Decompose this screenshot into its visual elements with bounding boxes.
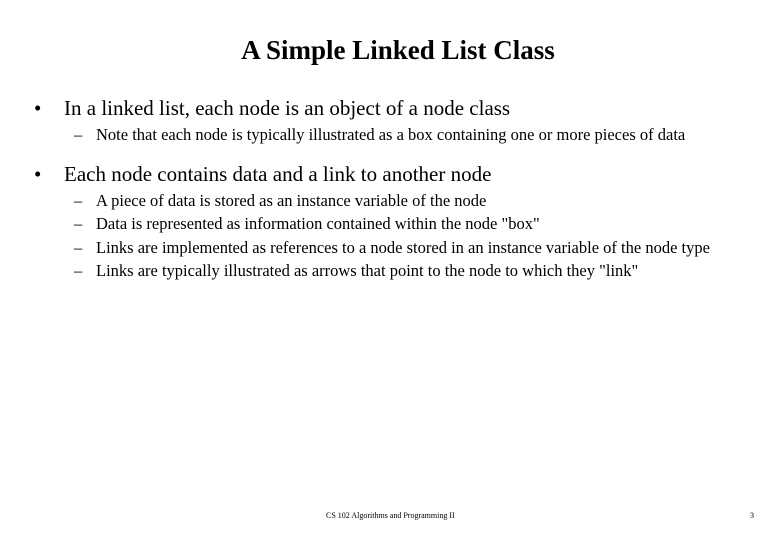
sub-item [74, 239, 762, 257]
sub-item [74, 192, 762, 210]
page-number: 3 [750, 511, 754, 520]
bullet-text: Each node contains data and a link to another node [64, 161, 492, 186]
sub-item [74, 215, 762, 233]
bullet-item [34, 96, 762, 120]
sub-text: Links are implemented as references to a node stored in an instance variable of the node type [96, 237, 710, 257]
bullet-text: In a linked list, each node is an object of a node class [64, 96, 511, 120]
sub-text: Data is represented as information contained within the node "box" [96, 214, 540, 233]
sub-list [74, 192, 762, 281]
bullet-item [34, 162, 762, 186]
sub-mark: – [74, 125, 83, 144]
sub-mark: – [74, 214, 83, 233]
sub-list [74, 126, 762, 144]
sub-item [74, 126, 762, 144]
bullet-mark: • [34, 161, 42, 186]
sub-mark: – [74, 261, 83, 280]
sub-mark: – [74, 190, 83, 210]
slide-content [34, 96, 762, 286]
sub-mark: – [74, 237, 83, 257]
bullet-mark: • [34, 96, 42, 120]
sub-item [74, 262, 762, 280]
sub-text: Links are typically illustrated as arrows that point to the node to which they "link" [96, 261, 639, 280]
sub-text: A piece of data is stored as an instance variable of the node [96, 190, 487, 210]
slide-title: A Simple Linked List Class [241, 35, 555, 65]
sub-text: Note that each node is typically illustrated as a box containing one or more pieces of data [96, 125, 686, 144]
slide-footer: CS 102 Algorithms and Programming II [326, 511, 455, 520]
